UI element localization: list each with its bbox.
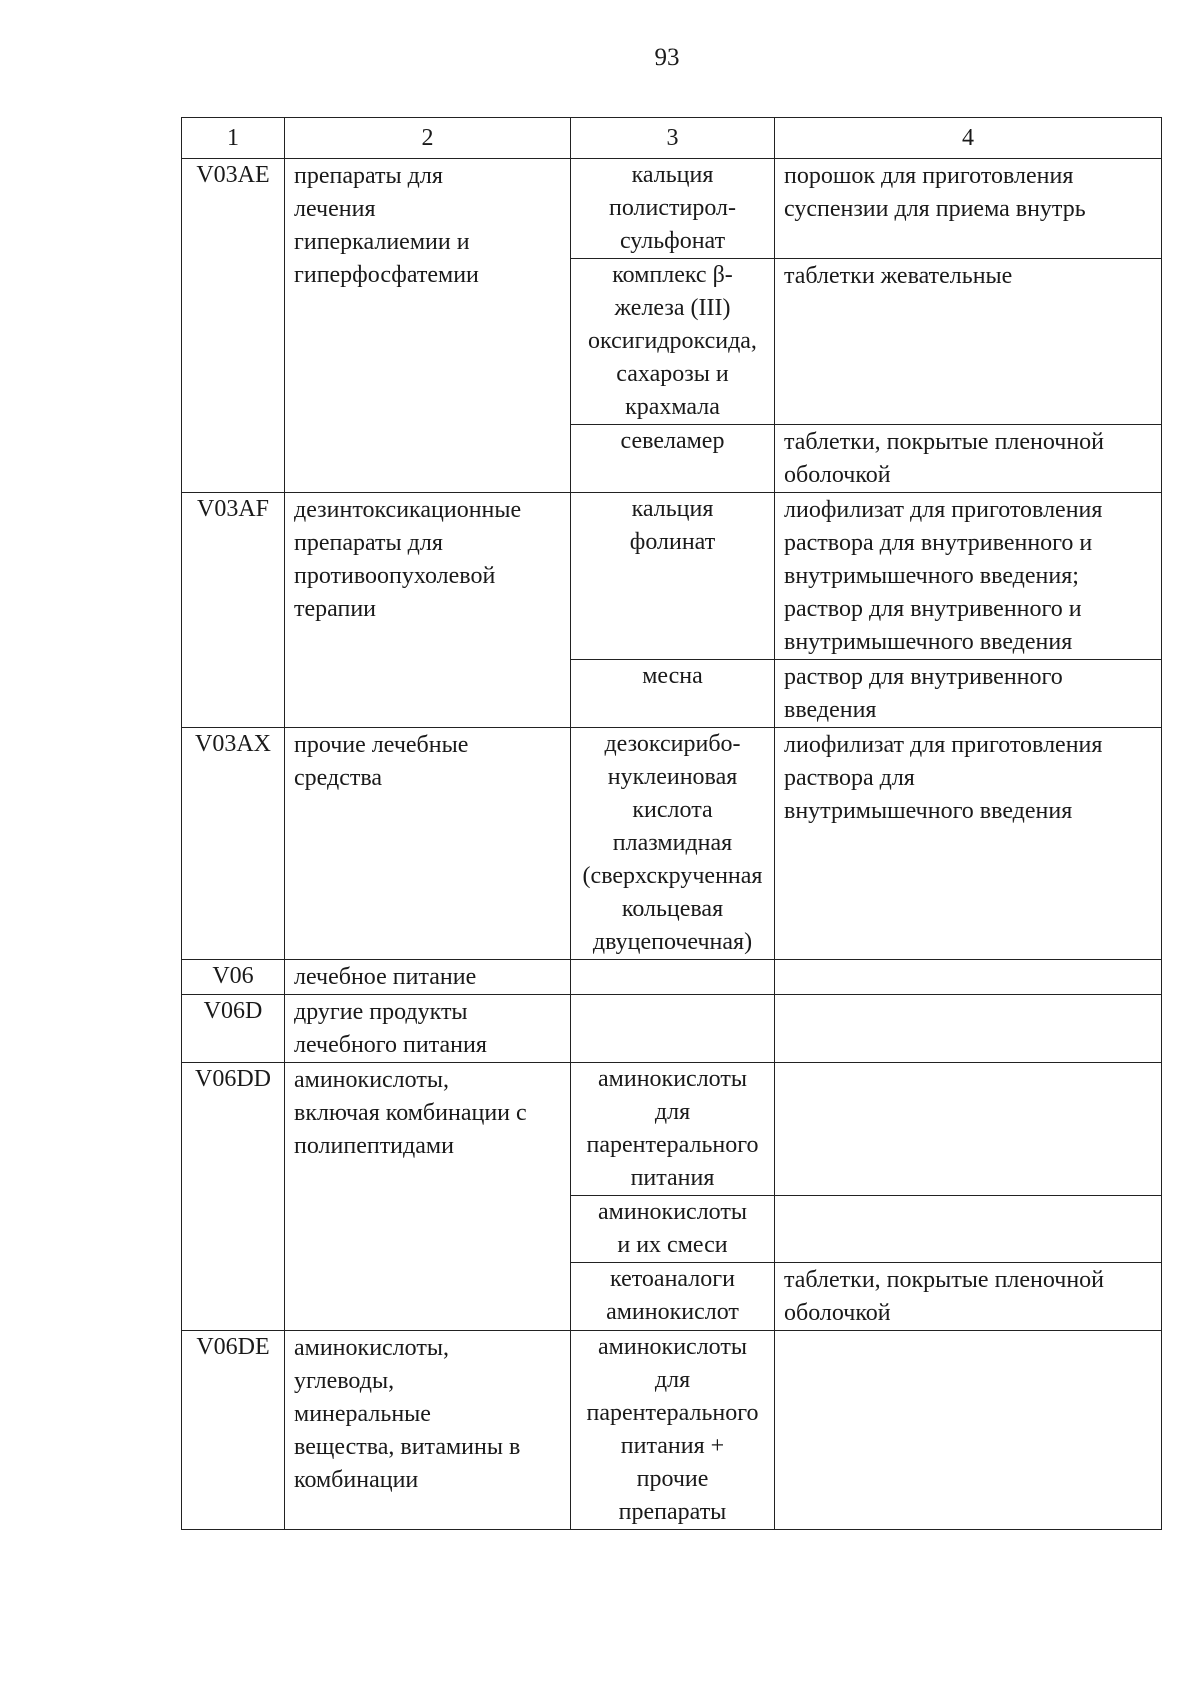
dosage-form-cell <box>775 259 1162 425</box>
pharmacological-group-cell <box>285 493 571 728</box>
atc-code-text: V06D <box>203 998 263 1024</box>
header-cell-1: 1 <box>182 118 285 159</box>
pharmacological-group-text: дезинтоксикационные препараты для противоопухолевой терапии <box>294 497 522 622</box>
pharmacological-group-cell <box>285 1063 571 1331</box>
dosage-form-text: таблетки жевательные <box>784 263 1013 289</box>
pharmacological-group-cell <box>285 995 571 1063</box>
pharmacological-group-cell <box>285 159 571 493</box>
drug-name-text: комплекс β- железа (III) оксигидроксида, сахарозы и крахмала <box>588 262 757 420</box>
drug-name-text: месна <box>642 663 703 689</box>
table-header-row <box>182 118 1162 159</box>
dosage-form-cell <box>775 1263 1162 1331</box>
dosage-form-text: порошок для приготовления суспензии для приема внутрь <box>784 163 1086 222</box>
header-cell-2: 2 <box>285 118 571 159</box>
dosage-form-cell <box>775 728 1162 960</box>
dosage-form-cell <box>775 425 1162 493</box>
drug-name-text: кетоаналоги аминокислот <box>606 1266 739 1325</box>
drug-name-text: дезоксирибо- нуклеиновая кислота плазмидная (сверхскрученная кольцевая двуцепочечная) <box>582 731 763 955</box>
pharmacological-group-text: другие продукты лечебного питания <box>294 999 487 1058</box>
pharmacological-group-text: препараты для лечения гиперкалиемии и гиперфосфатемии <box>294 163 479 288</box>
drug-classification-table <box>181 117 1162 1530</box>
table-row <box>182 1063 1162 1196</box>
pharmacological-group-cell <box>285 960 571 995</box>
atc-code-cell <box>182 159 285 493</box>
table-row <box>182 728 1162 960</box>
drug-name-text: аминокислоты для парентерального питания + прочие препараты <box>586 1334 759 1525</box>
drug-name-cell <box>571 728 775 960</box>
dosage-form-text: раствор для внутривенного введения <box>784 664 1063 723</box>
drug-name-text: кальция полистирол- сульфонат <box>609 162 736 254</box>
atc-code-cell <box>182 493 285 728</box>
dosage-form-cell <box>775 159 1162 259</box>
atc-code-cell <box>182 728 285 960</box>
dosage-form-cell <box>775 493 1162 660</box>
drug-name-text: кальция фолинат <box>629 496 716 555</box>
atc-code-cell <box>182 960 285 995</box>
table-row <box>182 1331 1162 1530</box>
table-row <box>182 960 1162 995</box>
atc-code-text: V06DD <box>195 1066 271 1092</box>
pharmacological-group-text: прочие лечебные средства <box>294 732 469 791</box>
dosage-form-cell <box>775 1331 1162 1530</box>
atc-code-text: V06 <box>212 963 254 989</box>
drug-name-cell <box>571 425 775 493</box>
drug-name-cell <box>571 995 775 1063</box>
header-cell-4: 4 <box>775 118 1162 159</box>
drug-name-text: севеламер <box>620 428 725 454</box>
header-cell-3: 3 <box>571 118 775 159</box>
atc-code-text: V03AX <box>195 731 271 757</box>
atc-code-cell <box>182 1331 285 1530</box>
dosage-form-cell <box>775 995 1162 1063</box>
dosage-form-cell <box>775 1063 1162 1196</box>
drug-name-text: аминокислоты для парентерального питания <box>586 1066 759 1191</box>
atc-code-cell <box>182 995 285 1063</box>
drug-name-cell <box>571 159 775 259</box>
dosage-form-text: таблетки, покрытые пленочной оболочкой <box>784 429 1105 488</box>
atc-code-text: V03AE <box>196 162 270 188</box>
atc-code-text: V03AF <box>196 496 269 522</box>
atc-code-text: V06DE <box>196 1334 270 1360</box>
page-number: 93 <box>654 44 680 71</box>
atc-code-cell <box>182 1063 285 1331</box>
drug-name-cell <box>571 259 775 425</box>
drug-name-cell <box>571 1196 775 1263</box>
dosage-form-text: таблетки, покрытые пленочной оболочкой <box>784 1267 1105 1326</box>
dosage-form-text: лиофилизат для приготовления раствора для внутривенного и внутримышечного введения; раствор для внутривенного и внутримышечного введения <box>784 497 1103 655</box>
table-row <box>182 995 1162 1063</box>
pharmacological-group-text: аминокислоты, углеводы, минеральные вещества, витамины в комбинации <box>294 1335 521 1493</box>
dosage-form-cell <box>775 660 1162 728</box>
dosage-form-cell <box>775 1196 1162 1263</box>
drug-name-cell <box>571 1263 775 1331</box>
dosage-form-text: лиофилизат для приготовления раствора для внутримышечного введения <box>784 732 1103 824</box>
pharmacological-group-text: аминокислоты, включая комбинации с полипептидами <box>294 1067 527 1159</box>
pharmacological-group-text: лечебное питание <box>294 964 477 990</box>
drug-name-cell <box>571 1063 775 1196</box>
dosage-form-cell <box>775 960 1162 995</box>
pharmacological-group-cell <box>285 728 571 960</box>
drug-name-cell <box>571 960 775 995</box>
drug-name-text: аминокислоты и их смеси <box>598 1199 747 1258</box>
table-row <box>182 493 1162 660</box>
drug-name-cell <box>571 1331 775 1530</box>
table-row <box>182 159 1162 259</box>
drug-name-cell <box>571 493 775 660</box>
pharmacological-group-cell <box>285 1331 571 1530</box>
drug-name-cell <box>571 660 775 728</box>
